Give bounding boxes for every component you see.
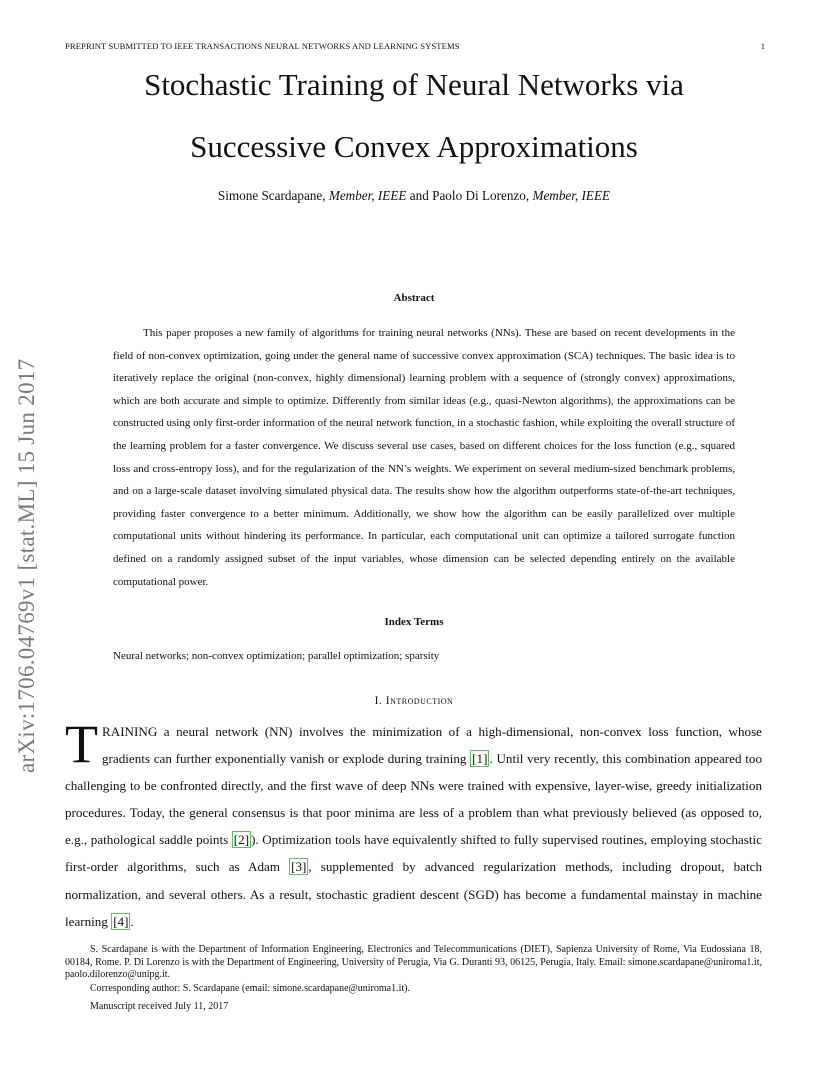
section-number: I. (374, 695, 386, 707)
running-header: PREPRINT SUBMITTED TO IEEE TRANSACTIONS NEURAL NETWORKS AND LEARNING SYSTEMS (65, 41, 460, 51)
intro-text-4: , supplemented by advanced regularization methods, including dropout, batch normalization, and several others. As a result, stochastic gradient descent (SGD) has become a fundamental mainstay in machine learning (65, 859, 762, 929)
citation-link-1[interactable]: [1] (472, 751, 488, 767)
intro-text-2: . Until very recently, this combination appeared too challenging to be confronted directly, and the first wave of deep NNs were trained with expensive, layer-wise, greedy initialization procedures. Today, the general consensus is that poor minima are less of a problem than what previously believed (as opposed to, e.g., pathological saddle points (65, 751, 762, 848)
intro-text-1: RAINING a neural network (NN) involves the minimization of a high-dimensional, non-convex loss function, whose gradients can further exponentially vanish or explode during training (102, 724, 762, 767)
title-line-2: Successive Convex Approximations (190, 129, 638, 164)
arxiv-stamp: arXiv:1706.04769v1 [stat.ML] 15 Jun 2017 (14, 358, 39, 773)
author-line (0, 188, 828, 204)
author-1-role: Member, IEEE (328, 188, 407, 203)
citation-link-2[interactable]: [2] (233, 832, 250, 848)
drop-cap: T (65, 714, 98, 774)
section-heading (0, 695, 828, 707)
title-line-1: Stochastic Training of Neural Networks via (144, 67, 684, 102)
author-2: and Paolo Di Lorenzo, (406, 188, 533, 203)
abstract-heading: Abstract (393, 292, 435, 304)
section-title: Introduction (385, 695, 454, 707)
citation-link-3[interactable]: [3] (291, 859, 307, 875)
index-terms-text: Neural networks; non-convex optimization; parallel optimization; sparsity (113, 650, 440, 662)
paper-title (0, 54, 828, 178)
intro-text-5: . (130, 913, 134, 929)
author-1: Simone Scardapane, (217, 188, 329, 203)
index-terms-heading: Index Terms (384, 616, 444, 628)
abstract-text: This paper proposes a new family of algorithms for training neural networks (NNs). These are based on recent developments in the field of non-convex optimization, going under the general name of successive convex approximation (SCA) techniques. The basic idea is to iteratively replace the original (non-convex, highly dimensional) learning problem with a sequence of (strongly convex) approximations, which are both accurate and simple to optimize. Differently from similar ideas (e.g., quasi-Newton algorithms), the approximations can be constructed using only first-order information of the neural network function, in a stochastic fashion, while exploiting the overall structure of the learning problem for a faster convergence. We discuss several use cases, based on different choices for the loss function (e.g., squared loss and cross-entropy loss), and for the regularization of the NN’s weights. We experiment on several medium-sized benchmark problems, and on a large-scale dataset involving simulated physical data. The results show how the algorithm outperforms state-of-the-art techniques, providing faster convergence to a better minimum. Additionally, we show how the algorithm can be easily parallelized over multiple computational units without hindering its performance. In particular, each computational unit can optimize a tailored surrogate function defined on a randomly assigned subset of the input variables, whose dimension can be selected depending entirely on the available computational power. (113, 327, 735, 588)
intro-text-3: ). Optimization tools have equivalently shifted to fully supervised routines, employing stochastic first-order algorithms, such as Adam (65, 832, 762, 875)
page-number: 1 (760, 41, 765, 51)
footnote-received: Manuscript received July 11, 2017 (90, 1001, 229, 1012)
footnote-corresponding: Corresponding author: S. Scardapane (email: simone.scardapane@uniroma1.it). (90, 983, 410, 994)
citation-link-4[interactable]: [4] (113, 913, 129, 929)
intro-paragraph (65, 714, 762, 935)
author-2-role: Member, IEEE (532, 188, 611, 203)
footnote-affiliations: S. Scardapane is with the Department of Information Engineering, Electronics and Telecommunications (DIET), Sapienza University of Rome, Via Eudossiana 18, 00184, Rome. P. Di Lorenzo is with the Department of Engineering, University of Perugia, Via G. Duranti 93, 06125, Perugia, Italy. Email: simone.scardapane@uniroma1.it, paolo.dilorenzo@unipg.it. (65, 944, 762, 980)
